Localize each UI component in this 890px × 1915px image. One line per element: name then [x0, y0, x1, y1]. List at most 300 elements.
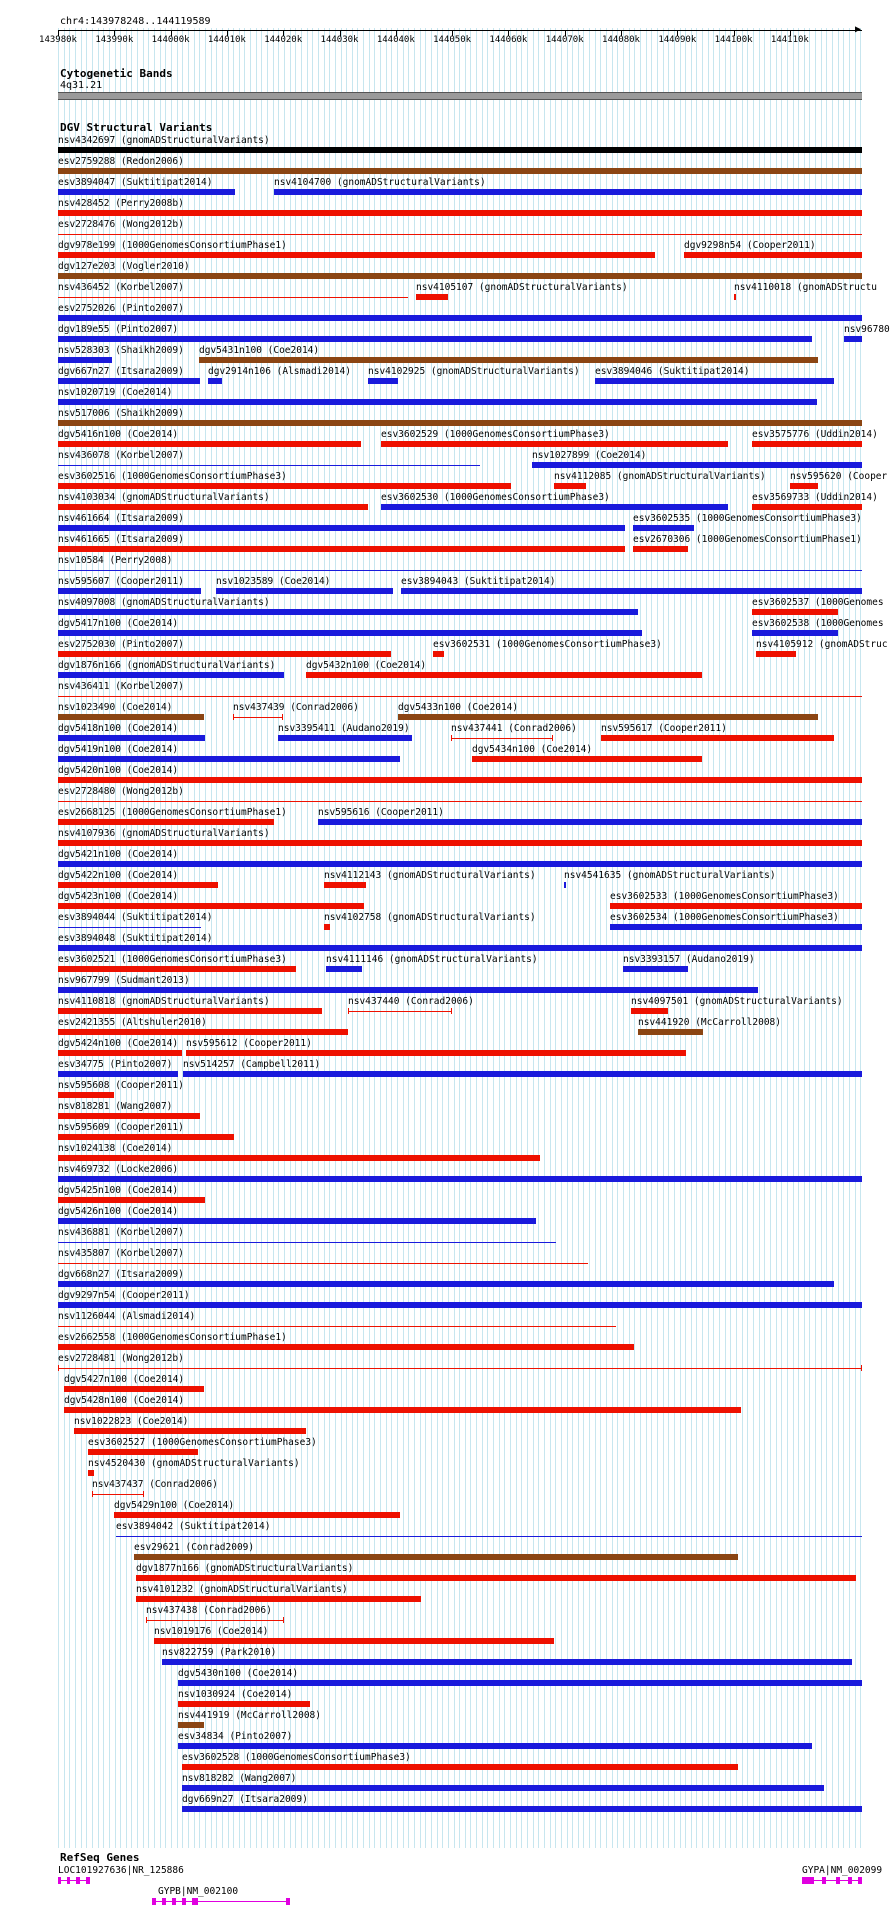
variant-label[interactable]: esv3602533 (1000GenomesConsortiumPhase3)	[610, 891, 839, 902]
gene-label[interactable]: LOC101927636|NR_125886	[58, 1865, 184, 1876]
variant-bar[interactable]	[114, 1512, 400, 1518]
gene-label[interactable]: GYPB|NM_002100	[158, 1886, 239, 1897]
variant-bar[interactable]	[451, 738, 553, 739]
variant-bar[interactable]	[116, 1536, 862, 1537]
variant-bar-end-cap	[233, 714, 234, 720]
variant-bar[interactable]	[58, 1050, 182, 1056]
variant-label[interactable]: nsv818281 (Wang2007)	[58, 1101, 173, 1112]
variant-label[interactable]: nsv4105107 (gnomADStructuralVariants)	[416, 282, 628, 293]
variant-bar[interactable]	[136, 1575, 856, 1581]
ruler-tick-label: 144040k	[376, 35, 415, 45]
variant-label[interactable]: dgv667n27 (Itsara2009)	[58, 366, 184, 377]
variant-label[interactable]: esv3894043 (Suktitipat2014)	[401, 576, 556, 587]
variant-label[interactable]: dgv5417n100 (Coe2014)	[58, 618, 179, 629]
variant-bar[interactable]	[610, 903, 862, 909]
variant-bar[interactable]	[433, 651, 444, 657]
variant-label[interactable]: dgv5431n100 (Coe2014)	[199, 345, 320, 356]
variant-label[interactable]: dgv9298n54 (Cooper2011)	[684, 240, 816, 251]
variant-label[interactable]: nsv4541635 (gnomADStructuralVariants)	[564, 870, 776, 881]
variant-bar[interactable]	[178, 1680, 862, 1686]
variant-bar-end-cap	[282, 714, 283, 720]
variant-label[interactable]: dgv5419n100 (Coe2014)	[58, 744, 179, 755]
variant-bar[interactable]	[182, 1785, 824, 1791]
variant-label[interactable]: nsv595608 (Cooper2011)	[58, 1080, 184, 1091]
ruler-tick-label: 144050k	[433, 35, 472, 45]
variant-bar[interactable]	[58, 819, 274, 825]
gene-exon[interactable]	[182, 1898, 186, 1905]
variant-bar[interactable]	[182, 1806, 862, 1812]
variant-bar[interactable]	[58, 252, 655, 258]
variant-bar[interactable]	[58, 420, 862, 426]
variant-label[interactable]: dgv5416n100 (Coe2014)	[58, 429, 179, 440]
variant-bar[interactable]	[58, 465, 480, 466]
variant-label[interactable]: nsv1126044 (Alsmadi2014)	[58, 1311, 196, 1322]
variant-bar[interactable]	[633, 525, 694, 531]
variant-bar[interactable]	[58, 903, 364, 909]
gene-exon[interactable]	[836, 1877, 840, 1884]
variant-bar[interactable]	[532, 462, 862, 468]
variant-label[interactable]: nsv469732 (Locke2006)	[58, 1164, 179, 1175]
variant-bar[interactable]	[58, 927, 201, 928]
variant-label[interactable]: dgv189e55 (Pinto2007)	[58, 324, 179, 335]
variant-label[interactable]: nsv441919 (McCarroll2008)	[178, 1710, 321, 1721]
gene-exon[interactable]	[86, 1877, 90, 1884]
variant-label[interactable]: nsv461665 (Itsara2009)	[58, 534, 184, 545]
variant-label[interactable]: esv3569733 (Uddin2014)	[752, 492, 878, 503]
variant-label[interactable]: dgv668n27 (Itsara2009)	[58, 1269, 184, 1280]
variant-bar[interactable]	[134, 1554, 738, 1560]
variant-label[interactable]: nsv528303 (Shaikh2009)	[58, 345, 184, 356]
ruler-tick-label: 144060k	[489, 35, 528, 45]
variant-bar[interactable]	[58, 483, 511, 489]
cytoband-label: 4q31.21	[60, 80, 103, 91]
variant-bar[interactable]	[64, 1407, 741, 1413]
variant-label[interactable]: dgv5418n100 (Coe2014)	[58, 723, 179, 734]
variant-bar[interactable]	[368, 378, 398, 384]
variant-bar[interactable]	[58, 1155, 540, 1161]
variant-bar-end-cap	[182, 1764, 183, 1770]
variant-label[interactable]: nsv428452 (Perry2008b)	[58, 198, 184, 209]
variant-label[interactable]: esv3602538 (1000Genomes	[752, 618, 884, 629]
variant-label[interactable]: esv3894046 (Suktitipat2014)	[595, 366, 750, 377]
gene-exon[interactable]	[76, 1877, 80, 1884]
variant-label[interactable]: esv3602516 (1000GenomesConsortiumPhase3)	[58, 471, 287, 482]
variant-bar[interactable]	[684, 252, 862, 258]
variant-bar[interactable]	[58, 651, 391, 657]
variant-bar[interactable]	[752, 630, 838, 636]
variant-bar[interactable]	[58, 840, 862, 846]
variant-label[interactable]: esv3894042 (Suktitipat2014)	[116, 1521, 271, 1532]
variant-bar[interactable]	[554, 483, 586, 489]
ruler-tick-label: 144000k	[151, 35, 190, 45]
variant-bar[interactable]	[88, 1470, 94, 1476]
variant-label[interactable]: nsv4102758 (gnomADStructuralVariants)	[324, 912, 536, 923]
variant-label[interactable]: esv3602527 (1000GenomesConsortiumPhase3)	[88, 1437, 317, 1448]
variant-bar[interactable]	[58, 756, 400, 762]
variant-bar[interactable]	[844, 336, 862, 342]
variant-bar-end-cap	[295, 966, 296, 972]
variant-label[interactable]: nsv4103034 (gnomADStructuralVariants)	[58, 492, 270, 503]
variant-label[interactable]: nsv1023589 (Coe2014)	[216, 576, 331, 587]
variant-label[interactable]: nsv4097501 (gnomADStructuralVariants)	[631, 996, 843, 1007]
variant-label[interactable]: esv3575776 (Uddin2014)	[752, 429, 878, 440]
variant-bar-end-cap	[146, 1617, 147, 1623]
gene-label[interactable]: GYPA|NM_002099	[802, 1865, 883, 1876]
variant-label[interactable]: dgv127e203 (Vogler2010)	[58, 261, 190, 272]
variant-bar[interactable]	[631, 1008, 668, 1014]
ruler-tick-label: 144090k	[658, 35, 697, 45]
variant-label[interactable]: nsv595607 (Cooper2011)	[58, 576, 184, 587]
variant-label[interactable]: dgv9297n54 (Cooper2011)	[58, 1290, 190, 1301]
variant-label[interactable]: nsv4104700 (gnomADStructuralVariants)	[274, 177, 486, 188]
variant-label[interactable]: nsv517006 (Shaikh2009)	[58, 408, 184, 419]
gene-exon[interactable]	[286, 1898, 290, 1905]
variant-bar[interactable]	[416, 294, 448, 300]
variant-bar[interactable]	[58, 441, 361, 447]
variant-label[interactable]: dgv5422n100 (Coe2014)	[58, 870, 179, 881]
variant-bar[interactable]	[58, 1176, 862, 1182]
variant-label[interactable]: dgv5426n100 (Coe2014)	[58, 1206, 179, 1217]
variant-bar[interactable]	[58, 1242, 556, 1243]
gene-exon[interactable]	[162, 1898, 166, 1905]
variant-label[interactable]: nsv4112143 (gnomADStructuralVariants)	[324, 870, 536, 881]
variant-label[interactable]: esv2421355 (Altshuler2010)	[58, 1017, 207, 1028]
variant-bar[interactable]	[58, 1113, 200, 1119]
variant-bar[interactable]	[324, 882, 366, 888]
variant-bar[interactable]	[58, 399, 817, 405]
variant-bar[interactable]	[58, 1008, 322, 1014]
ruler-tick-label: 144030k	[320, 35, 359, 45]
variant-label[interactable]: esv3894048 (Suktitipat2014)	[58, 933, 213, 944]
variant-label[interactable]: nsv441920 (McCarroll2008)	[638, 1017, 781, 1028]
variant-label[interactable]: nsv3393157 (Audano2019)	[623, 954, 755, 965]
variant-label[interactable]: nsv4097008 (gnomADStructuralVariants)	[58, 597, 270, 608]
variant-bar[interactable]	[186, 1050, 686, 1056]
variant-bar[interactable]	[162, 1659, 852, 1665]
variant-label[interactable]: dgv1876n166 (gnomADStructuralVariants)	[58, 660, 276, 671]
variant-bar[interactable]	[58, 861, 862, 867]
variant-label[interactable]: nsv436411 (Korbel2007)	[58, 681, 184, 692]
variant-label[interactable]: esv3602528 (1000GenomesConsortiumPhase3)	[182, 1752, 411, 1763]
variant-label[interactable]: nsv10584 (Perry2008)	[58, 555, 173, 566]
gene-exon[interactable]	[192, 1898, 198, 1905]
variant-bar[interactable]	[58, 315, 862, 321]
variant-bar[interactable]	[58, 336, 812, 342]
variant-bar[interactable]	[326, 966, 362, 972]
variant-label[interactable]: esv3894047 (Suktitipat2014)	[58, 177, 213, 188]
variant-bar-end-cap	[92, 1491, 93, 1497]
variant-bar[interactable]	[381, 441, 728, 447]
variant-label[interactable]: dgv5427n100 (Coe2014)	[64, 1374, 185, 1385]
variant-label[interactable]: nsv3395411 (Audano2019)	[278, 723, 410, 734]
variant-bar[interactable]	[136, 1596, 421, 1602]
variant-label[interactable]: dgv5434n100 (Coe2014)	[472, 744, 593, 755]
variant-bar-end-cap	[58, 1365, 59, 1371]
variant-bar[interactable]	[623, 966, 688, 972]
variant-label[interactable]: esv2662558 (1000GenomesConsortiumPhase1)	[58, 1332, 287, 1343]
variant-bar[interactable]	[274, 189, 862, 195]
variant-bar[interactable]	[233, 717, 283, 718]
variant-label[interactable]: nsv437439 (Conrad2006)	[233, 702, 359, 713]
variant-label[interactable]: dgv5433n100 (Coe2014)	[398, 702, 519, 713]
variant-bar-end-cap	[58, 966, 59, 972]
variant-label[interactable]: nsv818282 (Wang2007)	[182, 1773, 297, 1784]
variant-bar[interactable]	[58, 609, 638, 615]
variant-label[interactable]: esv3602529 (1000GenomesConsortiumPhase3)	[381, 429, 610, 440]
variant-bar[interactable]	[58, 714, 204, 720]
gene-exon[interactable]	[152, 1898, 156, 1905]
gene-exon[interactable]	[822, 1877, 826, 1884]
variant-bar[interactable]	[58, 189, 235, 195]
variant-bar[interactable]	[58, 234, 862, 235]
variant-label[interactable]: nsv4342697 (gnomADStructuralVariants)	[58, 135, 270, 146]
variant-label[interactable]: nsv595612 (Cooper2011)	[186, 1038, 312, 1049]
variant-bar-end-cap	[451, 735, 452, 741]
variant-bar[interactable]	[58, 882, 218, 888]
variant-bar[interactable]	[58, 273, 862, 279]
variant-label[interactable]: nsv595617 (Cooper2011)	[601, 723, 727, 734]
variant-label[interactable]: esv29621 (Conrad2009)	[134, 1542, 255, 1553]
variant-bar[interactable]	[401, 588, 862, 594]
variant-label[interactable]: esv34775 (Pinto2007)	[58, 1059, 173, 1070]
variant-label[interactable]: nsv436881 (Korbel2007)	[58, 1227, 184, 1238]
variant-bar[interactable]	[472, 756, 702, 762]
variant-bar[interactable]	[58, 1029, 348, 1035]
variant-bar[interactable]	[58, 504, 368, 510]
variant-label[interactable]: nsv1030924 (Coe2014)	[178, 1689, 293, 1700]
variant-label[interactable]: esv2728476 (Wong2012b)	[58, 219, 184, 230]
variant-label[interactable]: dgv5423n100 (Coe2014)	[58, 891, 179, 902]
variant-bar[interactable]	[790, 483, 818, 489]
variant-label[interactable]: dgv5432n100 (Coe2014)	[306, 660, 427, 671]
variant-label[interactable]: nsv595620 (Cooper	[790, 471, 888, 482]
gene-exon[interactable]	[67, 1877, 70, 1884]
variant-bar[interactable]	[183, 1071, 862, 1077]
variant-bar[interactable]	[58, 987, 758, 993]
variant-label[interactable]: dgv5429n100 (Coe2014)	[114, 1500, 235, 1511]
variant-label[interactable]: nsv1027899 (Coe2014)	[532, 450, 647, 461]
variant-bar[interactable]	[216, 588, 393, 594]
variant-label[interactable]: esv2752030 (Pinto2007)	[58, 639, 184, 650]
variant-bar[interactable]	[638, 1029, 703, 1035]
cytoband-ideogram-edge	[58, 99, 862, 100]
variant-bar[interactable]	[58, 1368, 862, 1369]
variant-label[interactable]: nsv4111146 (gnomADStructuralVariants)	[326, 954, 538, 965]
variant-bar[interactable]	[58, 210, 862, 216]
variant-bar[interactable]	[58, 672, 284, 678]
variant-bar[interactable]	[58, 945, 862, 951]
position-ruler	[0, 0, 890, 50]
variant-bar[interactable]	[610, 924, 862, 930]
ruler-tick-label: 143990k	[95, 35, 134, 45]
variant-label[interactable]: esv3602531 (1000GenomesConsortiumPhase3)	[433, 639, 662, 650]
ruler-tick-label: 144020k	[264, 35, 303, 45]
ruler-tick-label: 143980k	[39, 35, 77, 45]
variant-bar[interactable]	[58, 1071, 178, 1077]
variant-label[interactable]: nsv1022823 (Coe2014)	[74, 1416, 189, 1427]
variant-label[interactable]: dgv5421n100 (Coe2014)	[58, 849, 179, 860]
variant-bar[interactable]	[58, 777, 862, 783]
variant-bar[interactable]	[58, 588, 201, 594]
variant-bar[interactable]	[752, 441, 862, 447]
variant-label[interactable]: nsv1023490 (Coe2014)	[58, 702, 173, 713]
variant-label[interactable]: nsv1020719 (Coe2014)	[58, 387, 173, 398]
variant-bar[interactable]	[58, 168, 862, 174]
ruler-tick-label: 144070k	[545, 35, 584, 45]
variant-bar[interactable]	[278, 735, 412, 741]
variant-bar-end-cap	[552, 735, 553, 741]
variant-label[interactable]: esv3602534 (1000GenomesConsortiumPhase3)	[610, 912, 839, 923]
variant-bar[interactable]	[734, 294, 736, 300]
variant-bar[interactable]	[92, 1494, 144, 1495]
variant-label[interactable]: dgv5420n100 (Coe2014)	[58, 765, 179, 776]
variant-label[interactable]: nsv437441 (Conrad2006)	[451, 723, 577, 734]
variant-label[interactable]: dgv5428n100 (Coe2014)	[64, 1395, 185, 1406]
variant-bar-end-cap	[143, 1491, 144, 1497]
variant-bar[interactable]	[58, 966, 296, 972]
variant-label[interactable]: dgv5424n100 (Coe2014)	[58, 1038, 179, 1049]
variant-label[interactable]: nsv595609 (Cooper2011)	[58, 1122, 184, 1133]
variant-label[interactable]: dgv1877n166 (gnomADStructuralVariants)	[136, 1563, 354, 1574]
variant-bar[interactable]	[178, 1743, 812, 1749]
variant-bar[interactable]	[564, 882, 566, 888]
variant-bar[interactable]	[182, 1764, 738, 1770]
variant-label[interactable]: esv3602521 (1000GenomesConsortiumPhase3)	[58, 954, 287, 965]
variant-label[interactable]: dgv5430n100 (Coe2014)	[178, 1668, 299, 1679]
variant-label[interactable]: nsv461664 (Itsara2009)	[58, 513, 184, 524]
gene-exon[interactable]	[172, 1898, 176, 1905]
variant-bar[interactable]	[58, 1344, 634, 1350]
variant-bar[interactable]	[58, 1092, 114, 1098]
variant-bar[interactable]	[58, 147, 862, 153]
variant-bar[interactable]	[58, 801, 862, 802]
variant-label[interactable]: nsv967799 (Sudmant2013)	[58, 975, 190, 986]
variant-bar-end-cap	[861, 1365, 862, 1371]
gene-exon[interactable]	[848, 1877, 852, 1884]
variant-label[interactable]: esv2670306 (1000GenomesConsortiumPhase1)	[633, 534, 862, 545]
variant-bar[interactable]	[178, 1722, 204, 1728]
variant-label[interactable]: dgv5425n100 (Coe2014)	[58, 1185, 179, 1196]
variant-bar[interactable]	[58, 378, 200, 384]
variant-bar[interactable]	[58, 357, 112, 363]
variant-bar[interactable]	[306, 672, 702, 678]
cytoband-track-title: Cytogenetic Bands	[60, 67, 173, 80]
variant-bar[interactable]	[58, 630, 642, 636]
variant-label[interactable]: nsv4110818 (gnomADStructuralVariants)	[58, 996, 270, 1007]
variant-bar[interactable]	[58, 735, 205, 741]
variant-bar[interactable]	[58, 1263, 588, 1264]
variant-label[interactable]: dgv2914n106 (Alsmadi2014)	[208, 366, 351, 377]
variant-label[interactable]: dgv978e199 (1000GenomesConsortiumPhase1)	[58, 240, 287, 251]
variant-bar[interactable]	[88, 1449, 198, 1455]
ruler-line	[58, 30, 862, 31]
dgv-track-title: DGV Structural Variants	[60, 121, 213, 134]
variant-bar[interactable]	[601, 735, 834, 741]
gene-exon[interactable]	[858, 1877, 862, 1884]
variant-bar[interactable]	[756, 651, 796, 657]
variant-label[interactable]: esv2752026 (Pinto2007)	[58, 303, 184, 314]
variant-label[interactable]: nsv1019176 (Coe2014)	[154, 1626, 269, 1637]
variant-bar[interactable]	[398, 714, 818, 720]
variant-bar[interactable]	[595, 378, 834, 384]
variant-bar[interactable]	[58, 525, 625, 531]
variant-label[interactable]: nsv4102925 (gnomADStructuralVariants)	[368, 366, 580, 377]
variant-bar[interactable]	[752, 504, 862, 510]
variant-label[interactable]: esv3894044 (Suktitipat2014)	[58, 912, 213, 923]
region-range-label: chr4:143978248..144119589	[60, 16, 211, 27]
variant-label[interactable]: nsv436452 (Korbel2007)	[58, 282, 184, 293]
variant-label[interactable]: nsv4110018 (gnomADStructu	[734, 282, 877, 293]
variant-label[interactable]: nsv4101232 (gnomADStructuralVariants)	[136, 1584, 348, 1595]
variant-bar[interactable]	[633, 546, 688, 552]
variant-bar[interactable]	[752, 609, 838, 615]
ruler-tick-label: 144080k	[602, 35, 640, 45]
variant-label[interactable]: esv2728480 (Wong2012b)	[58, 786, 184, 797]
variant-bar[interactable]	[58, 1281, 834, 1287]
variant-label[interactable]: nsv4107936 (gnomADStructuralVariants)	[58, 828, 270, 839]
variant-bar[interactable]	[318, 819, 862, 825]
variant-bar[interactable]	[58, 546, 625, 552]
variant-bar[interactable]	[381, 504, 728, 510]
variant-label[interactable]: dgv669n27 (Itsara2009)	[182, 1794, 308, 1805]
gene-exon[interactable]	[802, 1877, 814, 1884]
variant-bar[interactable]	[58, 1197, 205, 1203]
variant-label[interactable]: esv2759288 (Redon2006)	[58, 156, 184, 167]
variant-bar[interactable]	[58, 1218, 536, 1224]
variant-bar[interactable]	[324, 924, 330, 930]
variant-label[interactable]: nsv4105912 (gnomADStruc	[756, 639, 888, 650]
variant-bar[interactable]	[178, 1701, 310, 1707]
variant-bar[interactable]	[58, 1134, 234, 1140]
variant-bar[interactable]	[199, 357, 818, 363]
variant-bar[interactable]	[154, 1638, 554, 1644]
variant-bar-end-cap	[737, 1764, 738, 1770]
variant-bar[interactable]	[64, 1386, 204, 1392]
variant-label[interactable]: nsv1024138 (Coe2014)	[58, 1143, 173, 1154]
variant-bar[interactable]	[58, 1326, 616, 1327]
variant-bar[interactable]	[348, 1011, 452, 1012]
variant-label[interactable]: esv3602530 (1000GenomesConsortiumPhase3)	[381, 492, 610, 503]
variant-label[interactable]: nsv436078 (Korbel2007)	[58, 450, 184, 461]
variant-label[interactable]: nsv437437 (Conrad2006)	[92, 1479, 218, 1490]
grid-line	[860, 28, 861, 1848]
refseq-track-title: RefSeq Genes	[60, 1851, 140, 1864]
variant-label[interactable]: esv3602535 (1000GenomesConsortiumPhase3)	[633, 513, 862, 524]
variant-bar[interactable]	[58, 297, 408, 298]
variant-label[interactable]: nsv514257 (Campbell2011)	[183, 1059, 321, 1070]
variant-bar[interactable]	[146, 1620, 284, 1621]
variant-bar[interactable]	[58, 570, 862, 571]
variant-bar[interactable]	[58, 696, 862, 697]
variant-label[interactable]: nsv822759 (Park2010)	[162, 1647, 277, 1658]
gene-exon[interactable]	[58, 1877, 61, 1884]
variant-label[interactable]: nsv4112085 (gnomADStructuralVariants)	[554, 471, 766, 482]
ruler-tick-label: 144110k	[770, 35, 809, 45]
variant-bar[interactable]	[58, 1302, 862, 1308]
variant-bar[interactable]	[208, 378, 222, 384]
variant-label[interactable]: nsv4520430 (gnomADStructuralVariants)	[88, 1458, 300, 1469]
variant-label[interactable]: nsv437438 (Conrad2006)	[146, 1605, 272, 1616]
variant-label[interactable]: esv34834 (Pinto2007)	[178, 1731, 293, 1742]
variant-label[interactable]: esv2728481 (Wong2012b)	[58, 1353, 184, 1364]
variant-label[interactable]: esv2668125 (1000GenomesConsortiumPhase1)	[58, 807, 287, 818]
variant-label[interactable]: nsv96780	[844, 324, 890, 335]
variant-label[interactable]: nsv595616 (Cooper2011)	[318, 807, 444, 818]
variant-label[interactable]: nsv435807 (Korbel2007)	[58, 1248, 184, 1259]
variant-label[interactable]: nsv437440 (Conrad2006)	[348, 996, 474, 1007]
variant-label[interactable]: esv3602537 (1000Genomes	[752, 597, 884, 608]
variant-bar[interactable]	[74, 1428, 306, 1434]
